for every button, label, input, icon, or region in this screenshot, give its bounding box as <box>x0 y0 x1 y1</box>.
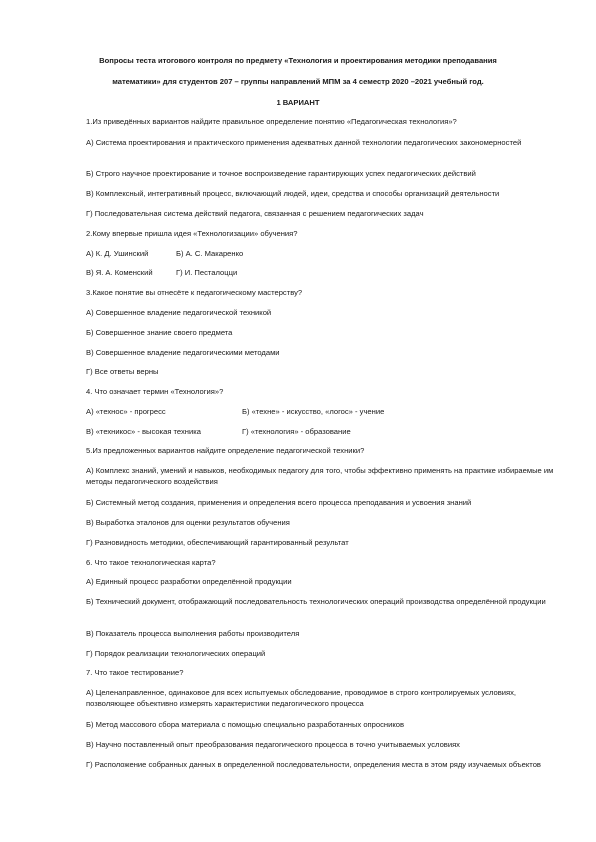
answer-4-b: Б) «техне» - искусство, «логос» - учение <box>242 407 385 416</box>
answer-1-b: Б) Строго научное проектирование и точное воспроизведение гарантирующих успех педагогических действий <box>86 169 476 178</box>
document-title-line-2: математики» для студентов 207 – группы направлений МПМ за 4 семестр 2020 –2021 учебный год. <box>112 77 484 86</box>
answer-6-d: Г) Порядок реализации технологических операций <box>86 649 266 658</box>
answer-3-c: В) Совершенное владение педагогическими методами <box>86 348 280 357</box>
answer-4-c: В) «техникос» - высокая техника <box>86 427 201 436</box>
answer-1-c: В) Комплексный, интегративный процесс, включающий людей, идеи, средства и способы организаций деятельности <box>86 189 500 198</box>
answer-5-b: Б) Системный метод создания, применения и определения всего процесса преподавания и усвоения знаний <box>86 498 472 507</box>
answer-2-a: А) К. Д. Ушинский <box>86 249 149 258</box>
answer-7-d: Г) Расположение собранных данных в определенной последовательности, определения места в этом ряду изучаемых объектов <box>86 760 541 769</box>
question-2: 2.Кому впервые пришла идея «Технологизации» обучения? <box>86 229 298 238</box>
answer-2-d: Г) И. Песталоцци <box>176 268 238 277</box>
answer-1-d: Г) Последовательная система действий педагога, связанная с решением педагогических задач <box>86 209 424 218</box>
answer-2-b: Б) А. С. Макаренко <box>176 249 244 258</box>
answer-5-d: Г) Разновидность методики, обеспечивающий гарантированный результат <box>86 538 349 547</box>
answer-6-c: В) Показатель процесса выполнения работы производителя <box>86 629 300 638</box>
answer-7-a: А) Целенаправленное, одинаковое для всех испытуемых обследование, проводимое в строго контролируемых условиях, позволяющее объективно измерять характеристики педагогического процесса <box>86 688 517 708</box>
variant-heading: 1 ВАРИАНТ <box>276 98 320 107</box>
answer-7-c: В) Научно поставленный опыт преобразования педагогического процесса в точно учитываемых условиях <box>86 740 460 749</box>
question-5: 5.Из предложенных вариантов найдите определение педагогической техники? <box>86 446 365 455</box>
answer-2-c: В) Я. А. Коменский <box>86 268 153 277</box>
question-1: 1.Из приведённых вариантов найдите правильное определение понятию «Педагогическая технология»? <box>86 117 457 126</box>
answer-5-c: В) Выработка эталонов для оценки результатов обучения <box>86 518 290 527</box>
question-6: 6. Что такое технологическая карта? <box>86 558 216 567</box>
question-7: 7. Что такое тестирование? <box>86 668 184 677</box>
question-4: 4. Что означает термин «Технология»? <box>86 387 224 396</box>
answer-3-d: Г) Все ответы верны <box>86 367 159 376</box>
answer-4-a: А) «технос» - прогресс <box>86 407 166 416</box>
answer-4-d: Г) «технология» - образование <box>242 427 351 436</box>
answer-5-a: А) Комплекс знаний, умений и навыков, необходимых педагогу для того, чтобы эффективно применять на практике избираемые им методы педагогического воздействия <box>86 466 554 486</box>
answer-3-b: Б) Совершенное знание своего предмета <box>86 328 233 337</box>
answer-3-a: А) Совершенное владение педагогической техникой <box>86 308 272 317</box>
document-title-line-1: Вопросы теста итогового контроля по предмету «Технология и проектирования методики преподавания <box>99 56 497 65</box>
answer-7-b: Б) Метод массового сбора материала с помощью специально разработанных опросников <box>86 720 405 729</box>
answer-6-b: Б) Технический документ, отображающий последовательность технологических операций производства определённой продукции <box>86 597 546 606</box>
question-3: 3.Какое понятие вы отнесёте к педагогическому мастерству? <box>86 288 303 297</box>
answer-1-a: А) Система проектирования и практического применения адекватных данной технологии педагогических закономерностей <box>86 138 522 147</box>
answer-6-a: А) Единный процесс разработки определённой продукции <box>86 577 292 586</box>
